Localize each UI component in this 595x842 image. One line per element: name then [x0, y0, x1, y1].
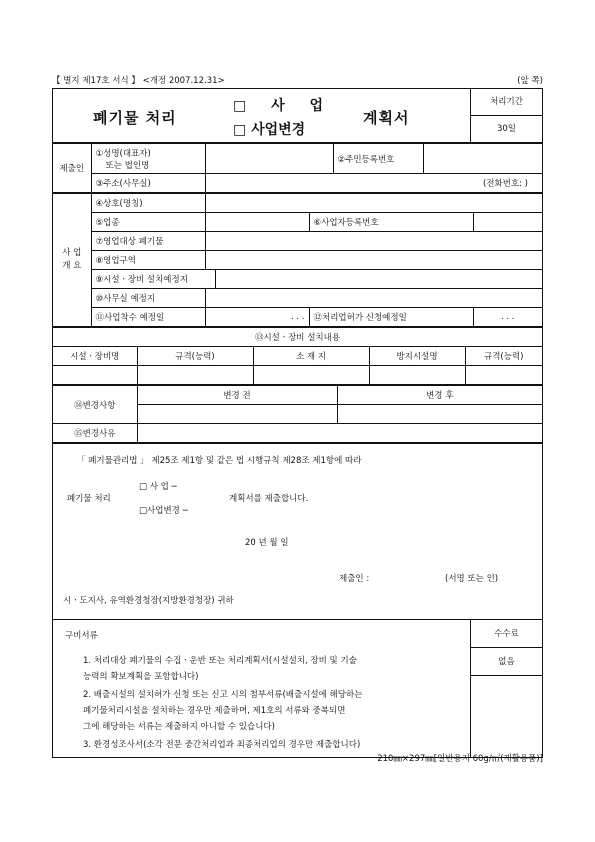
- facility-cell[interactable]: [253, 366, 369, 385]
- title-suffix: 계획서: [363, 109, 410, 127]
- form-header-line: [52, 74, 543, 86]
- industry-label: ⑤업종: [91, 213, 205, 232]
- submitter-label: 제출인 :: [339, 574, 370, 584]
- facility-header-location: 소 재 지: [253, 347, 369, 366]
- facility-header-name: 시설ㆍ장비명: [53, 347, 137, 366]
- declaration-prefix: 폐기물 처리: [67, 494, 111, 504]
- facility-cell[interactable]: [369, 366, 465, 385]
- facility-header-prevention: 방지시설명: [369, 347, 465, 366]
- declaration-option-business[interactable]: □ 사 업 ─: [139, 482, 177, 492]
- form-title-block: [53, 89, 542, 143]
- office-site-field[interactable]: [205, 289, 542, 308]
- facility-section-label: ⑬시설ㆍ장비 설치내용: [53, 328, 542, 347]
- submission-date[interactable]: 20 년 월 일: [245, 538, 289, 548]
- application-form: [52, 88, 543, 758]
- office-site-label: ⑩사무실 예정지: [91, 289, 205, 308]
- name-label-line1: ①성명(대표자): [95, 148, 151, 159]
- business-table: [53, 193, 542, 327]
- applicant-section-label: 제출인: [53, 144, 91, 193]
- name-label-line2: 또는 법인명: [105, 160, 150, 171]
- declaration-suffix: 계획서를 제출합니다.: [229, 494, 309, 504]
- facility-header-prevention-spec: 규격(능력): [465, 347, 542, 366]
- applicant-table: [53, 143, 542, 193]
- change-after-field[interactable]: [337, 405, 542, 424]
- form-number: 【 별지 제17호 서식 】 <개정 2007.12.31>: [52, 76, 225, 86]
- business-section-line1: 사 업: [62, 248, 82, 258]
- declaration-option-change[interactable]: □사업변경 ─: [139, 506, 188, 516]
- document-item: 3. 환경성조사서(소각 전문 중간처리업과 최종처리업의 경우만 제출합니다): [83, 740, 361, 750]
- area-field[interactable]: [205, 251, 542, 270]
- change-reason-field[interactable]: [137, 424, 542, 443]
- trade-name-label: ④상호(명칭): [91, 194, 205, 213]
- trade-name-field[interactable]: [205, 194, 542, 213]
- business-section-label: [53, 194, 91, 327]
- biz-reg-field[interactable]: [473, 213, 542, 232]
- change-items-label: ⑭변경사항: [53, 386, 137, 424]
- fee-side-column: [470, 676, 542, 758]
- declaration-section: [53, 443, 542, 619]
- document-item: 능력의 확보계획을 포함합니다): [83, 672, 199, 682]
- document-item: 2. 배출시설의 설치허가 신청 또는 신고 시의 첨부서류(배출시설에 해당하는: [83, 690, 363, 700]
- change-after-header: 변경 후: [337, 386, 542, 405]
- page-side-label: (앞 쪽): [517, 76, 543, 86]
- rrn-label: ②주민등록번호: [333, 144, 423, 174]
- change-table: [53, 385, 542, 443]
- permit-date-field[interactable]: . . .: [473, 308, 542, 327]
- facility-site-field[interactable]: [215, 270, 542, 289]
- signature-label[interactable]: (서명 또는 인): [445, 574, 499, 584]
- change-reason-label: ⑮변경사유: [53, 424, 137, 443]
- address-label: ③주소(사무실): [91, 174, 205, 193]
- facility-cell[interactable]: [53, 366, 137, 385]
- facility-site-label: ⑨시설ㆍ장비 설치예정지: [91, 270, 215, 289]
- processing-period-label: 처리기간: [471, 89, 542, 116]
- industry-field[interactable]: [205, 213, 309, 232]
- addressee: 시ㆍ도지사, 유역환경청장(지방환경청장) 귀하: [63, 596, 234, 606]
- documents-section: [53, 619, 542, 757]
- name-field[interactable]: [205, 144, 333, 174]
- option-change-checkbox[interactable]: □ 사업변경: [233, 122, 306, 138]
- facility-row: [53, 366, 542, 385]
- processing-period-box: [470, 89, 542, 143]
- name-label: [91, 144, 205, 174]
- document-item: 그에 해당하는 서류는 제출하지 아니할 수 있습니다): [83, 722, 275, 732]
- fee-label: 수수료: [471, 620, 542, 648]
- waste-type-field[interactable]: [205, 232, 542, 251]
- permit-date-label: ⑫처리업허가 신청예정일: [309, 308, 473, 327]
- fee-value: 없음: [498, 657, 515, 667]
- option-business-checkbox[interactable]: □ 사 업: [233, 98, 334, 114]
- phone-label: (전화번호: ): [482, 179, 528, 189]
- start-date-field[interactable]: . . .: [205, 308, 309, 327]
- law-reference: 「 폐기물관리법 」 제25조 제1항 및 같은 법 시행규칙 제28조 제1항에 따라: [77, 456, 362, 466]
- facility-table: [53, 327, 542, 385]
- area-label: ⑧영업구역: [91, 251, 205, 270]
- document-item: 1. 처리대상 폐기물의 수집ㆍ운반 또는 처리계획서(시설설치, 장비 및 기술: [83, 656, 357, 666]
- start-date-label: ⑪사업착수 예정일: [91, 308, 205, 327]
- title-prefix: 폐기물 처리: [93, 109, 177, 127]
- biz-reg-label: ⑥사업자등록번호: [309, 213, 473, 232]
- facility-cell[interactable]: [137, 366, 253, 385]
- fee-box: [470, 620, 542, 676]
- facility-cell[interactable]: [465, 366, 542, 385]
- change-before-header: 변경 전: [137, 386, 337, 405]
- address-field[interactable]: [205, 174, 542, 193]
- business-section-line2: 개 요: [62, 261, 82, 271]
- waste-type-label: ⑦영업대상 폐기물: [91, 232, 205, 251]
- processing-period-value: 30일: [496, 124, 517, 134]
- document-item: 폐기물처리시설을 설치하는 경우만 제출하며, 제1호의 서류와 중복되면: [83, 706, 346, 716]
- rrn-field[interactable]: [423, 144, 542, 174]
- paper-spec-footer: 210㎜×297㎜[일반용지 60g/㎡(재활용품)]: [377, 754, 543, 764]
- facility-header-spec: 규격(능력): [137, 347, 253, 366]
- documents-title: 구비서류: [65, 631, 98, 641]
- change-before-field[interactable]: [137, 405, 337, 424]
